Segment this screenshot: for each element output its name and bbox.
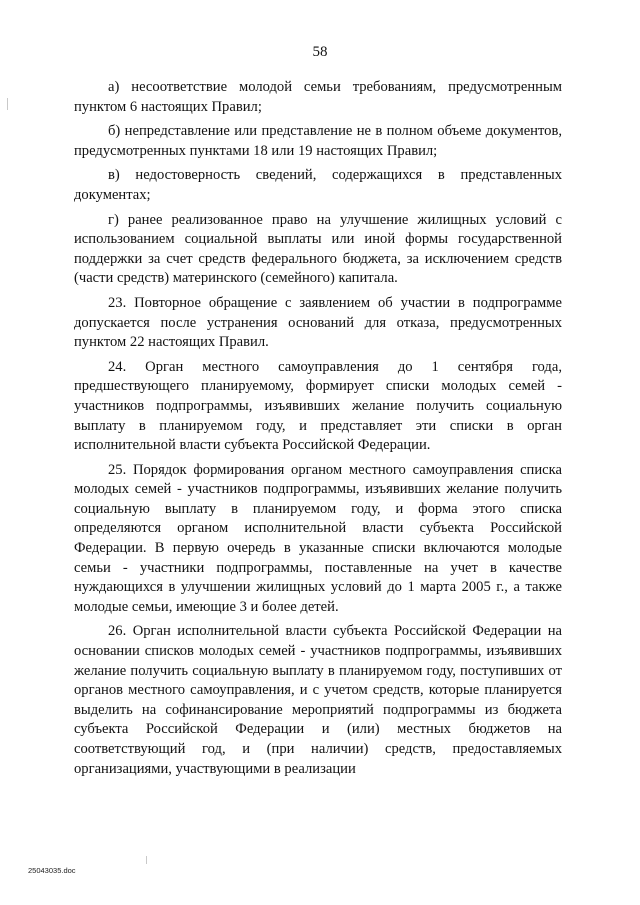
paragraph-g: г) ранее реализованное право на улучшение жилищных условий с использованием социальной выплаты или иной формы государственной поддержки за счет средств федерального бюджета, за исключением средств (части средств) материнского (семейного) капитала. [74, 211, 562, 287]
paragraph-23: 23. Повторное обращение с заявлением об участии в подпрограмме допускается после устранения оснований для отказа, предусмотренных пунктом 22 настоящих Правил. [74, 294, 562, 351]
scan-mark-left [7, 98, 8, 110]
document-body [74, 78, 562, 784]
paragraph-26: 26. Орган исполнительной власти субъекта Российской Федерации на основании списков молодых семей - участников подпрограммы, изъявивших желание получить социальную выплату в планируемом году, поступивших от органов местного самоуправления, и с учетом средств, которые планируется выделить на софинансирование мероприятий подпрограммы из бюджета субъекта Российской Федерации и (или) местных бюджетов на соответствующий год, и (при наличии) средств, предоставляемых организациями, участвующими в реализации [74, 623, 562, 777]
page-number: 58 [312, 44, 328, 60]
paragraph-b: б) непредставление или представление не в полном объеме документов, предусмотренных пунктами 18 или 19 настоящих Правил; [74, 123, 562, 159]
document-filename-footer: 25043035.doc [28, 866, 76, 875]
paragraph-v: в) недостоверность сведений, содержащихся в представленных документах; [74, 167, 562, 203]
paragraph-25: 25. Порядок формирования органом местного самоуправления списка молодых семей - участников подпрограммы, изъявивших желание получить социальную выплату в планируемом году, и форма этого списка определяются органом исполнительной власти субъекта Российской Федерации. В первую очередь в указанные списки включаются молодые семьи - участники подпрограммы, поставленные на учет в качестве нуждающихся в улучшении жилищных условий до 1 марта 2005 г., а также молодые семьи, имеющие 3 и более детей. [74, 461, 562, 615]
paragraph-a: а) несоответствие молодой семьи требованиям, предусмотренным пунктом 6 настоящих Правил; [74, 79, 562, 115]
scan-mark-bottom [146, 856, 147, 864]
paragraph-24: 24. Орган местного самоуправления до 1 сентября года, предшествующего планируемому, формирует списки молодых семей - участников подпрограммы, изъявивших желание получить социальную выплату в планируемом году, и представляет эти списки в орган исполнительной власти субъекта Российской Федерации. [74, 358, 562, 454]
